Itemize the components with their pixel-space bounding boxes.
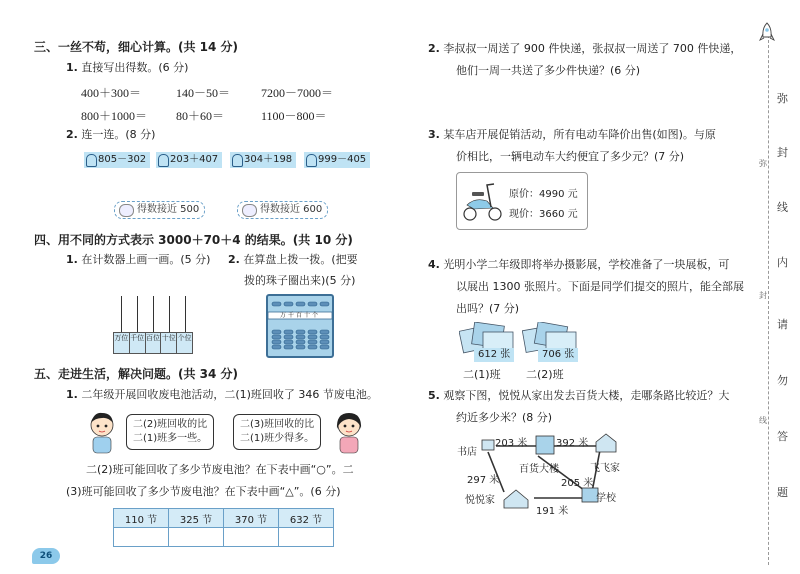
map-distance: 203 米 xyxy=(495,438,528,449)
scooter-price-card xyxy=(456,172,588,230)
match-expr[interactable]: 805－302 xyxy=(84,152,150,168)
carrot-icon xyxy=(232,154,243,167)
map-distance: 191 米 xyxy=(536,506,569,517)
place-label: 千位 xyxy=(130,333,146,353)
map-distance: 392 米 xyxy=(556,438,589,449)
q1-text: 直接写出得数。(6 分) xyxy=(81,61,189,74)
q2-text: 连一连。(8 分) xyxy=(81,128,156,141)
calc-expr: 7200－7000＝ xyxy=(261,86,334,100)
place-label: 个位 xyxy=(177,334,192,342)
match-target[interactable]: 得数接近 500 xyxy=(114,201,205,219)
r-q4-line3: 出吗？(7 分) xyxy=(456,302,520,315)
match-expr[interactable]: 203＋407 xyxy=(156,152,222,168)
answer-cell[interactable] xyxy=(224,528,279,547)
rocket-icon xyxy=(759,22,775,44)
answer-cell[interactable] xyxy=(114,528,169,547)
rabbit-icon xyxy=(119,204,134,217)
map-feifei-home: 飞飞家 xyxy=(590,463,620,474)
binding-small-char: 弥 xyxy=(759,159,767,168)
r-q2-line2: 他们一周一共送了多少件快递？(6 分) xyxy=(456,64,641,77)
page-number: 26 xyxy=(32,548,60,564)
class-label: 二(2)班 xyxy=(526,368,564,381)
current-price: 现价：3660 元 xyxy=(509,209,578,220)
scooter-icon xyxy=(461,179,503,223)
binding-char: 请 xyxy=(777,318,788,331)
abacus-beads xyxy=(268,296,332,356)
r-q4-line2: 以展出 1300 张照片。下面是同学们提交的照片，能全部展 xyxy=(456,280,744,293)
s5-q1-ask1: 二(2)班可能回收了多少节废电池？在下表中画“○”。二 xyxy=(86,463,354,476)
map-dept-store: 百货大楼 xyxy=(519,464,559,475)
place-label: 百位 xyxy=(146,333,162,353)
binding-line xyxy=(768,30,769,565)
r-q3-line1: 3. 某车店开展促销活动，所有电动车降价出售(如图)。与原 xyxy=(428,128,716,141)
section4-title: 四、用不同的方式表示 3000＋70＋4 的结果。(共 10 分) xyxy=(34,233,353,247)
answer-cell[interactable] xyxy=(169,528,224,547)
binding-char: 勿 xyxy=(777,374,788,387)
rabbit-icon xyxy=(242,204,257,217)
r-q5-line1: 5. 观察下图，悦悦从家出发去百货大楼，走哪条路比较近？大 xyxy=(428,389,730,402)
photo-count: 612 张 xyxy=(474,348,514,362)
binding-char: 弥 xyxy=(777,92,788,105)
s5-q1-ask2: (3)班可能回收了多少节废电池？在下表中画“△”。(6 分) xyxy=(66,485,341,498)
match-target[interactable]: 得数接近 600 xyxy=(237,201,328,219)
counter-frame[interactable] xyxy=(112,296,192,358)
photo-count: 706 张 xyxy=(538,348,578,362)
calc-expr: 80＋60＝ xyxy=(176,109,225,123)
r-q4-line1: 4. 光明小学二年级即将举办摄影展，学校准备了一块展板，可 xyxy=(428,258,730,271)
q1-number: 1. 直接写出得数。(6 分) xyxy=(66,61,189,74)
table-header-cell: 370 节 xyxy=(224,509,279,528)
r-q3-line2: 价相比，一辆电动车大约便宜了多少元？(7 分) xyxy=(456,150,685,163)
calc-expr: 800＋1000＝ xyxy=(81,109,148,123)
map-distance: 297 米 xyxy=(467,475,500,486)
q2-line: 2. 连一连。(8 分) xyxy=(66,128,156,141)
table-header-cell: 110 节 xyxy=(114,509,169,528)
abacus-place-labels: 万千百十个 xyxy=(279,312,320,319)
match-expr[interactable]: 999－405 xyxy=(304,152,370,168)
speech-bubble-boy: 二(2)班回收的比 二(1)班多一些。 xyxy=(126,414,214,450)
place-label: 万位 xyxy=(114,333,130,353)
s5-q1: 1. 二年级开展回收废电池活动，二(1)班回收了 346 节废电池。 xyxy=(66,388,378,401)
map-bookstore: 书店 xyxy=(457,447,477,458)
calc-expr: 1100－800＝ xyxy=(261,109,327,123)
table-header-cell: 325 节 xyxy=(169,509,224,528)
boy-figure xyxy=(84,411,120,455)
original-price: 原价：4990 元 xyxy=(509,189,578,200)
class-label: 二(1)班 xyxy=(463,368,501,381)
carrot-icon xyxy=(158,154,169,167)
s4-q1: 1. 在计数器上画一画。(5 分) xyxy=(66,253,211,266)
calc-expr: 400＋300＝ xyxy=(81,86,142,100)
map-yueyue-home: 悦悦家 xyxy=(465,495,495,506)
r-q5-line2: 约近多少米？(8 分) xyxy=(456,411,553,424)
binding-small-char: 封 xyxy=(759,291,767,300)
calc-expr: 140－50＝ xyxy=(176,86,231,100)
section3-title: 三、一丝不苟，细心计算。(共 14 分) xyxy=(34,40,239,54)
match-expr[interactable]: 304＋198 xyxy=(230,152,296,168)
battery-table xyxy=(113,508,334,547)
section5-title: 五、走进生活，解决问题。(共 34 分) xyxy=(34,367,239,381)
map-school: 学校 xyxy=(596,493,616,504)
place-label: 十位 xyxy=(161,333,177,353)
answer-cell[interactable] xyxy=(279,528,334,547)
s4-q2: 2. 在算盘上拨一拨。(把要 xyxy=(228,253,358,266)
binding-char: 封 xyxy=(777,146,788,159)
girl-figure xyxy=(331,411,367,455)
binding-char: 题 xyxy=(777,486,788,499)
r-q2-line1: 2. 李叔叔一周送了 900 件快递，张叔叔一周送了 700 件快递， xyxy=(428,42,742,55)
binding-char: 线 xyxy=(777,201,788,214)
binding-small-char: 线 xyxy=(759,416,767,425)
carrot-icon xyxy=(306,154,317,167)
carrot-icon xyxy=(86,154,97,167)
speech-bubble-girl: 二(3)班回收的比 二(1)班少得多。 xyxy=(233,414,321,450)
abacus[interactable] xyxy=(266,294,334,358)
s4-q2-cont: 拨的珠子圈出来)(5 分) xyxy=(244,274,356,287)
binding-char: 内 xyxy=(777,256,788,269)
binding-char: 答 xyxy=(777,430,788,443)
map-distance: 205 米 xyxy=(561,478,594,489)
table-header-cell: 632 节 xyxy=(279,509,334,528)
